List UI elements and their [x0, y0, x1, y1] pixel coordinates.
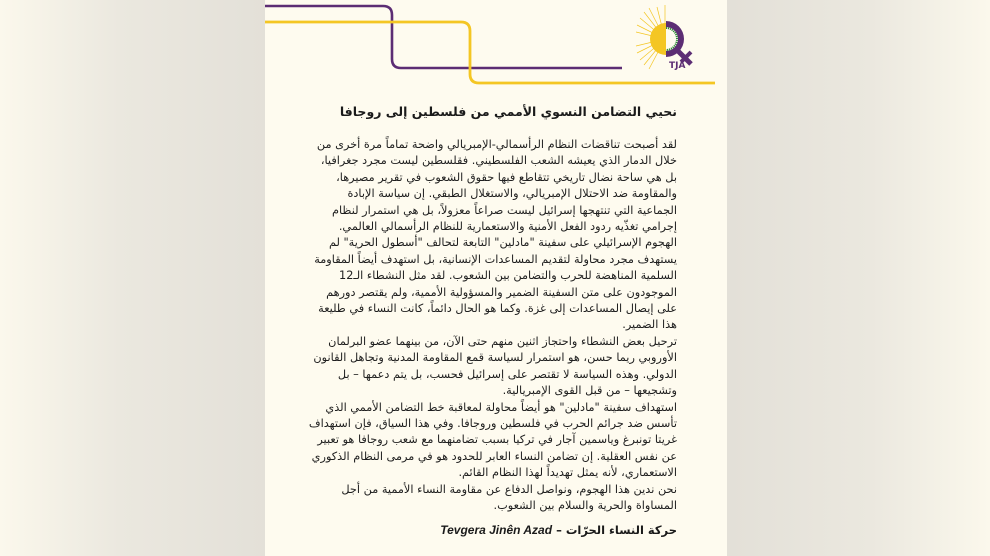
page-title: نحيي التضامن النسوي الأممي من فلسطين إلى روجافا: [339, 104, 677, 119]
signature-separator: –: [556, 523, 562, 537]
text-line: الاستعماري، لأنه يمثل تهديداً لهذا النظام القائم.: [458, 466, 677, 480]
signature: [297, 523, 677, 537]
text-line: غريتا تونبرغ وياسمين آجار في تركيا بسبب تضامنهما مع شعب روجافا هو تعبير: [317, 433, 677, 447]
text-line: على إيصال المساعدات إلى غزة. وكما هو الحال دائماً، كانت النساء في طليعة: [318, 302, 677, 316]
text-line: استهداف سفينة "مادلين" هو أيضاً محاولة لمعاقبة خط التضامن الأممي الذي: [325, 400, 677, 414]
text-line: الجماعية التي تنتهجها إسرائيل ليست صراعاً معزولاً، بل هي استمرار لنظام: [331, 203, 677, 217]
text-line: عن نفس العقلية. إن تضامن النساء العابر للحدود هو في مرمى النظام الذكوري: [311, 449, 677, 463]
text-line: هذا الضمير.: [622, 318, 677, 332]
signature-arabic: حركة النساء الحرّات: [565, 523, 677, 537]
svg-text:TJA: TJA: [669, 61, 686, 71]
text-line: لقد أصبحت تناقضات النظام الرأسمالي-الإمبريالي واضحة تماماً مرة أخرى من: [316, 138, 677, 151]
signature-latin: Tevgera Jinên Azad: [440, 523, 553, 537]
text-line: الموجودون على متن السفينة الضمير والمسؤولية الأممية، ولم يقتصر دورهم: [326, 285, 677, 299]
paragraph: [309, 334, 677, 400]
paragraph: [309, 137, 677, 235]
text-line: تأسس ضد جرائم الحرب في فلسطين وروجافا. وفي هذا السياق، فإن استهداف: [308, 416, 677, 430]
text-line: بل هي ساحة نضال تاريخي تتقاطع فيها حقوق الشعوب في تقرير مصيرها،: [336, 170, 677, 184]
paragraph: [309, 235, 677, 333]
statement-body: [309, 137, 677, 514]
text-line: نحن ندين هذا الهجوم، ونواصل الدفاع عن مقاومة النساء الأممية من أجل: [341, 482, 677, 496]
text-line: المساواة والحرية والسلام بين الشعوب.: [493, 498, 677, 512]
tja-logo-icon: [635, 2, 715, 74]
text-line: الأوروبي ريما حسن، هو استمرار لسياسة قمع المقاومة المدنية وتجاهل القانون: [313, 351, 677, 365]
text-line: الدولي. وهذه السياسة لا تقتصر على إسرائيل فحسب، بل يتم دعمها – بل: [337, 367, 677, 381]
text-line: والمقاومة ضد الاحتلال الإمبريالي، والاستغلال الطبقي. إن سياسة الإبادة: [347, 187, 677, 201]
text-line: ترحيل بعض النشطاء واحتجاز اثنين منهم حتى الآن، من بينهما عضو البرلمان: [328, 334, 677, 348]
text-line: الهجوم الإسرائيلي على سفينة "مادلين" التابعة لتحالف "أسطول الحرية" لم: [328, 236, 677, 250]
text-line: السلمية المناهضة للحرب والتضامن بين الشعوب. لقد مثل النشطاء الـ12: [339, 269, 677, 283]
paragraph: [309, 482, 677, 515]
text-line: إجرامي تغذّيه ردود الفعل الأمنية والاستعمارية للنظام الرأسمالي العالمي.: [338, 220, 677, 234]
text-line: وتشجيعها – من قبل القوى الإمبريالية.: [502, 384, 677, 398]
text-line: يستهدف مجرد محاولة لتقديم المساعدات الإنسانية، بل استهدف أيضاً المقاومة: [314, 252, 677, 266]
text-line: خلال الدمار الذي يعيشه الشعب الفلسطيني. فقلسطين ليست مجرد جغرافيا،: [320, 154, 677, 168]
paragraph: [309, 400, 677, 482]
purple-line: [265, 6, 622, 68]
document-page: [265, 0, 727, 556]
